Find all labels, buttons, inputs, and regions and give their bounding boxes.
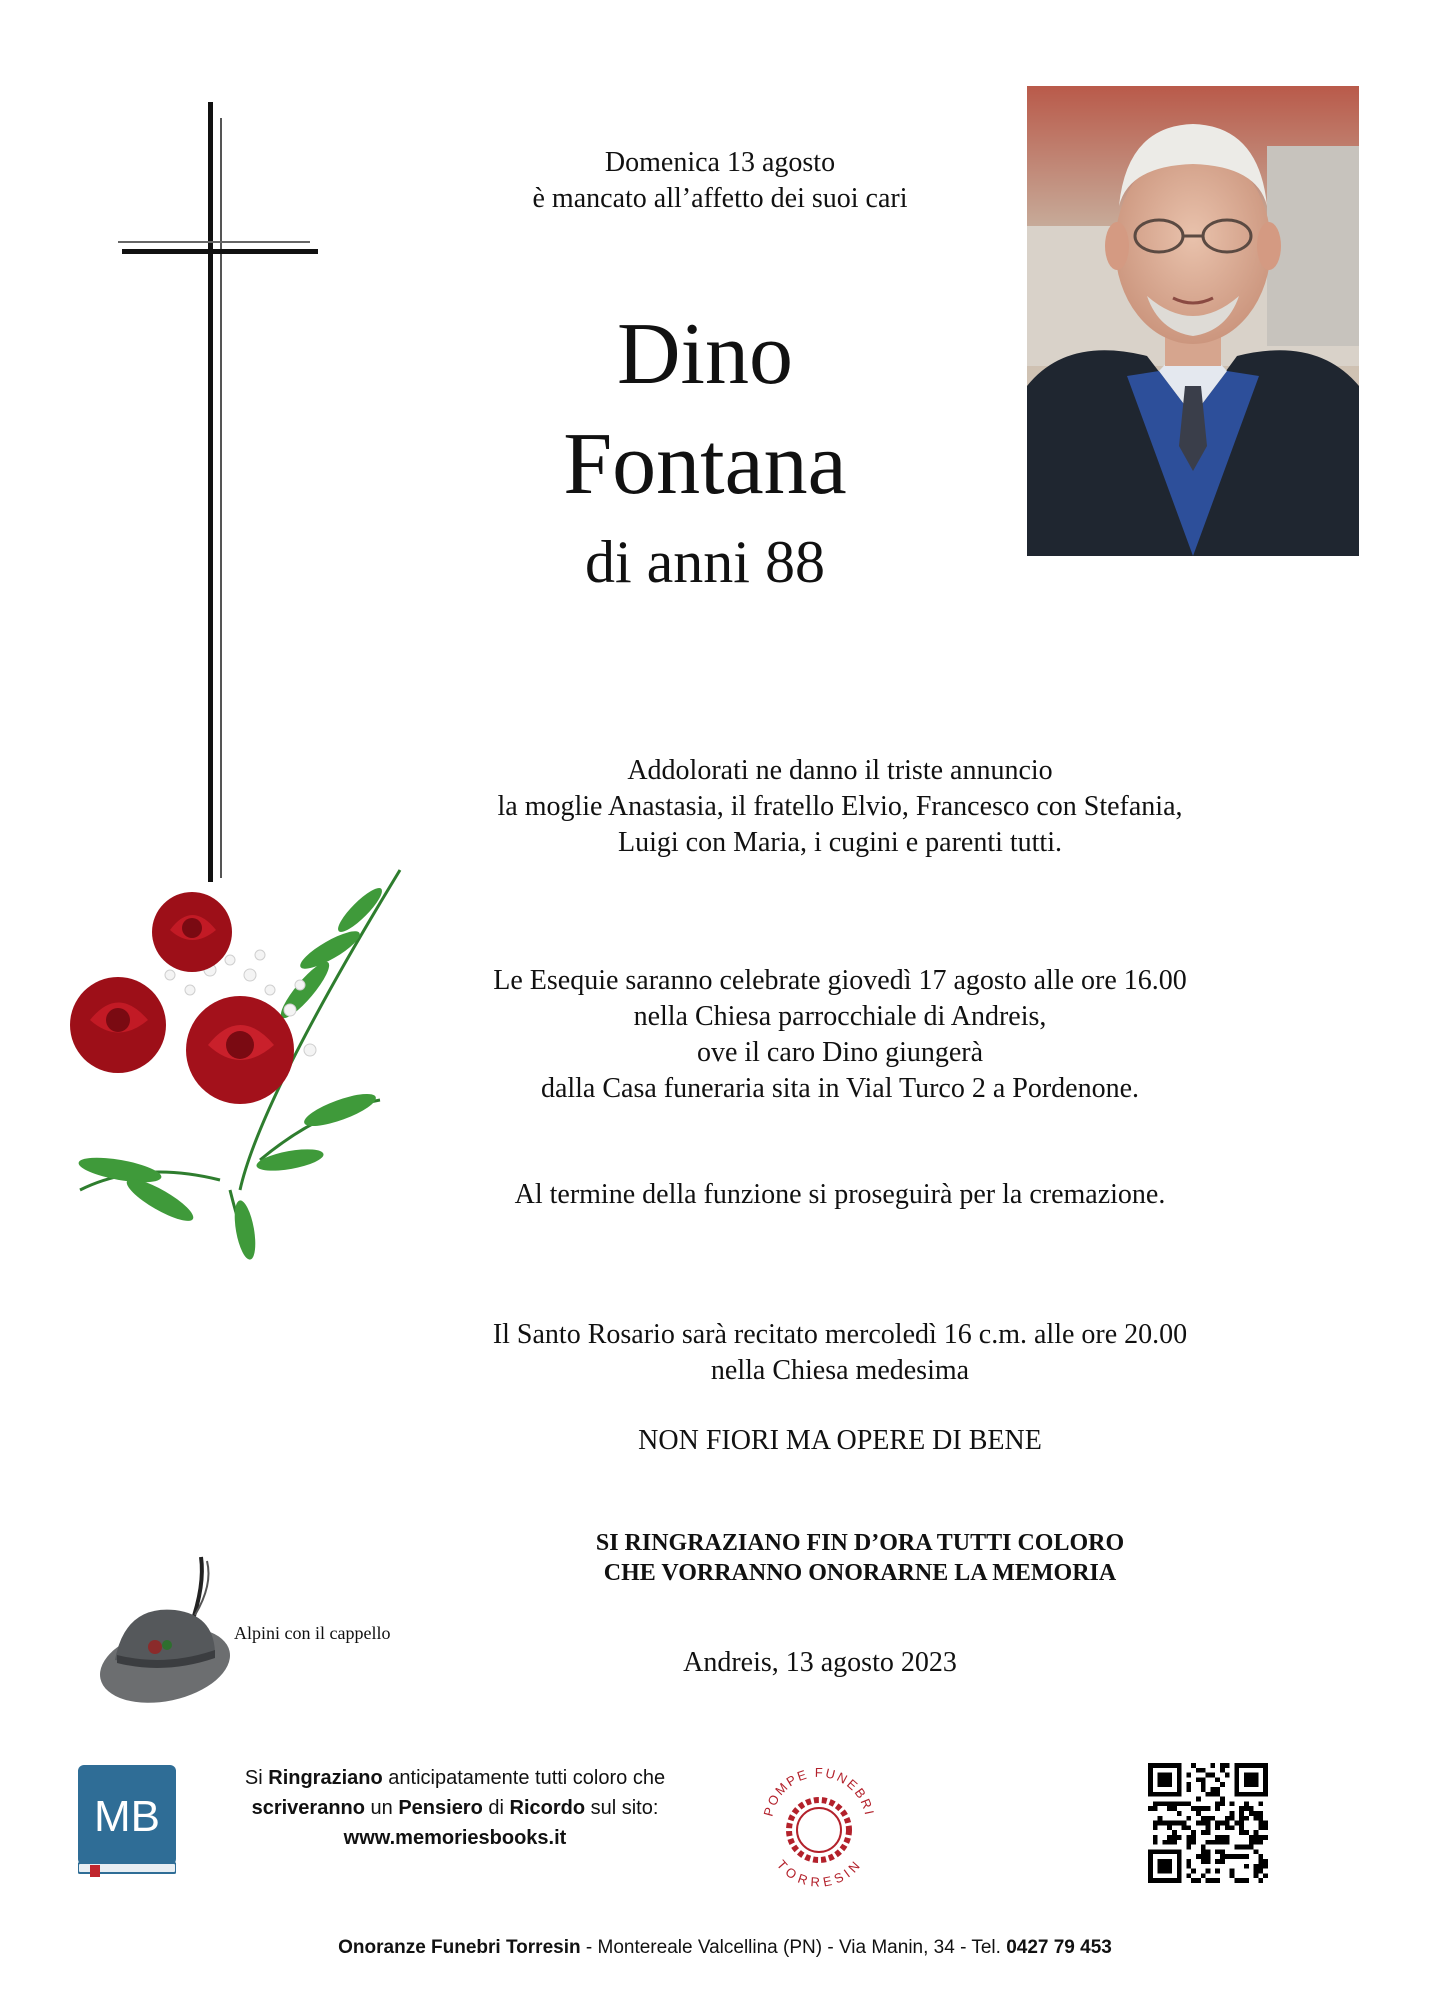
qr-module <box>1258 1859 1263 1864</box>
qr-module <box>1258 1869 1263 1874</box>
qr-module <box>1244 1854 1249 1859</box>
qr-module <box>1191 1806 1196 1811</box>
qr-module <box>1186 1873 1191 1878</box>
qr-module <box>1230 1801 1235 1806</box>
qr-module <box>1254 1816 1259 1821</box>
qr-module <box>1244 1816 1249 1821</box>
qr-module <box>1215 1806 1220 1811</box>
qr-module <box>1158 1816 1163 1821</box>
qr-module <box>1225 1773 1230 1778</box>
qr-module <box>1234 1845 1239 1850</box>
qr-module <box>1249 1806 1254 1811</box>
intro-line: Domenica 13 agosto <box>604 147 836 178</box>
qr-module <box>1215 1792 1220 1797</box>
qr-module <box>1258 1878 1263 1883</box>
qr-module <box>1258 1854 1263 1859</box>
qr-module <box>1186 1825 1191 1830</box>
qr-module <box>1254 1830 1259 1835</box>
thanks-note <box>440 1528 1280 1588</box>
qr-module <box>1182 1821 1187 1826</box>
qr-module <box>1201 1806 1206 1811</box>
place-date: Andreis, 13 agosto 2023 <box>683 1647 957 1678</box>
seal-top-text: POMPE FUNEBRI <box>760 1764 878 1818</box>
thanks-line: CHE VORRANNO ONORARNE LA MEMORIA <box>603 1560 1117 1586</box>
qr-module <box>1220 1840 1225 1845</box>
qr-module <box>1215 1849 1220 1854</box>
alpini-hat-image <box>95 1555 235 1720</box>
qr-module <box>1162 1821 1167 1826</box>
svg-text:POMPE FUNEBRI <box>761 1765 878 1818</box>
qr-module <box>1201 1777 1206 1782</box>
qr-module <box>1263 1859 1268 1864</box>
qr-module <box>1148 1806 1153 1811</box>
cremation-note: Al termine della funzione si proseguirà per la cremazione. <box>514 1179 1166 1210</box>
thanks-line: SI RINGRAZIANO FIN D’ORA TUTTI COLORO <box>595 1530 1125 1556</box>
qr-module <box>1225 1825 1230 1830</box>
qr-module <box>1167 1825 1172 1830</box>
qr-module <box>1186 1864 1191 1869</box>
announcement-line: la moglie Anastasia, il fratello Elvio, Francesco con Stefania, <box>497 791 1183 822</box>
qr-module <box>1196 1768 1201 1773</box>
qr-module <box>1153 1801 1158 1806</box>
qr-module <box>1230 1816 1235 1821</box>
qr-module <box>1258 1811 1263 1816</box>
qr-module <box>1258 1864 1263 1869</box>
qr-module <box>1201 1782 1206 1787</box>
last-name: Fontana <box>563 416 847 513</box>
qr-module <box>1258 1821 1263 1826</box>
qr-module <box>1220 1854 1225 1859</box>
qr-module <box>1206 1830 1211 1835</box>
qr-module <box>1196 1806 1201 1811</box>
funeral-line: nella Chiesa parrocchiale di Andreis, <box>633 1001 1047 1032</box>
qr-module <box>1206 1869 1211 1874</box>
qr-module <box>1215 1825 1220 1830</box>
qr-module <box>1201 1845 1206 1850</box>
qr-module <box>1263 1873 1268 1878</box>
qr-module <box>1254 1873 1259 1878</box>
qr-code[interactable] <box>1148 1763 1268 1883</box>
qr-module <box>1215 1835 1220 1840</box>
qr-module <box>1206 1792 1211 1797</box>
qr-module <box>1186 1787 1191 1792</box>
qr-module <box>1186 1816 1191 1821</box>
qr-module <box>1186 1835 1191 1840</box>
footer-address: - Montereale Valcellina (PN) - Via Manin, 34 - Tel. <box>580 1937 1007 1958</box>
qr-module <box>1172 1830 1177 1835</box>
qr-module <box>1206 1816 1211 1821</box>
qr-module <box>1191 1840 1196 1845</box>
qr-module <box>1234 1854 1239 1859</box>
intro-line: è mancato all’affetto dei suoi cari <box>532 183 908 214</box>
qr-module <box>1153 1825 1158 1830</box>
qr-module <box>1162 1801 1167 1806</box>
qr-module <box>1249 1840 1254 1845</box>
seal-bottom-text: TORRESIN <box>773 1857 865 1890</box>
qr-module <box>1239 1816 1244 1821</box>
qr-module <box>1215 1840 1220 1845</box>
qr-module <box>1254 1869 1259 1874</box>
qr-module <box>1196 1854 1201 1859</box>
qr-module <box>1234 1878 1239 1883</box>
funeral-line: Le Esequie saranno celebrate giovedì 17 agosto alle ore 16.00 <box>493 965 1187 996</box>
hat-caption: Alpini con il cappello <box>234 1623 391 1643</box>
qr-module <box>1201 1821 1206 1826</box>
qr-module <box>1225 1854 1230 1859</box>
announcement <box>420 753 1260 861</box>
intro-text <box>440 145 1000 217</box>
qr-module <box>1201 1873 1206 1878</box>
announcement-line: Luigi con Maria, i cugini e parenti tutti. <box>618 827 1062 858</box>
qr-module <box>1172 1840 1177 1845</box>
qr-module <box>1182 1825 1187 1830</box>
cross-vertical <box>208 102 213 882</box>
qr-module <box>1206 1854 1211 1859</box>
qr-module <box>1254 1811 1259 1816</box>
qr-module <box>1244 1773 1258 1787</box>
qr-module <box>1206 1825 1211 1830</box>
portrait-photo <box>1027 86 1359 556</box>
pompe-funebri-seal <box>754 1752 884 1892</box>
footer-company: Onoranze Funebri Torresin <box>338 1937 581 1958</box>
qr-module <box>1177 1811 1182 1816</box>
cross-horizontal-shadow <box>118 241 310 243</box>
qr-module <box>1206 1849 1211 1854</box>
qr-module <box>1220 1768 1225 1773</box>
qr-module <box>1263 1825 1268 1830</box>
qr-module <box>1191 1878 1196 1883</box>
qr-module <box>1244 1864 1249 1869</box>
qr-module <box>1177 1821 1182 1826</box>
qr-module <box>1249 1835 1254 1840</box>
qr-module <box>1220 1835 1225 1840</box>
qr-module <box>1182 1801 1187 1806</box>
funeral-details <box>400 963 1280 1107</box>
qr-module <box>1263 1835 1268 1840</box>
qr-module <box>1230 1854 1235 1859</box>
qr-module <box>1239 1811 1244 1816</box>
qr-module <box>1239 1830 1244 1835</box>
qr-module <box>1177 1835 1182 1840</box>
qr-module <box>1230 1825 1235 1830</box>
qr-module <box>1249 1845 1254 1850</box>
qr-module <box>1201 1768 1206 1773</box>
qr-module <box>1153 1840 1158 1845</box>
qr-module <box>1158 1773 1172 1787</box>
qr-module <box>1225 1840 1230 1845</box>
rosary-line: nella Chiesa medesima <box>710 1355 970 1386</box>
qr-module <box>1254 1840 1259 1845</box>
qr-module <box>1191 1830 1196 1835</box>
qr-module <box>1206 1878 1211 1883</box>
qr-module <box>1254 1849 1259 1854</box>
footer <box>200 1935 1250 1961</box>
qr-module <box>1244 1801 1249 1806</box>
qr-module <box>1158 1859 1172 1873</box>
qr-module <box>1249 1811 1254 1816</box>
announcement-line: Addolorati ne danno il triste annuncio <box>627 755 1053 786</box>
qr-module <box>1234 1821 1239 1826</box>
mb-line-1: Si Ringraziano anticipatamente tutti coloro che <box>244 1767 666 1789</box>
qr-module <box>1210 1792 1215 1797</box>
qr-module <box>1220 1763 1225 1768</box>
qr-module <box>1196 1797 1201 1802</box>
qr-module <box>1210 1816 1215 1821</box>
qr-module <box>1215 1821 1220 1826</box>
qr-module <box>1186 1840 1191 1845</box>
qr-module <box>1191 1763 1196 1768</box>
first-name: Dino <box>617 306 793 403</box>
qr-module <box>1186 1773 1191 1778</box>
qr-module <box>1215 1859 1220 1864</box>
qr-module <box>1220 1801 1225 1806</box>
qr-module <box>1263 1864 1268 1869</box>
qr-module <box>1167 1835 1172 1840</box>
qr-module <box>1153 1821 1158 1826</box>
qr-module <box>1201 1830 1206 1835</box>
memoriesbooks-logo[interactable] <box>78 1765 176 1877</box>
qr-module <box>1210 1763 1215 1768</box>
qr-module <box>1220 1859 1225 1864</box>
qr-module <box>1196 1821 1201 1826</box>
mb-line-2: scriveranno un Pensiero di Ricordo sul sito: <box>251 1797 659 1819</box>
qr-module <box>1210 1787 1215 1792</box>
footer-phone: 0427 79 453 <box>1006 1937 1112 1958</box>
rosary-line: Il Santo Rosario sarà recitato mercoledì 16 c.m. alle ore 20.00 <box>492 1319 1188 1350</box>
qr-module <box>1186 1859 1191 1864</box>
memoriesbooks-website-link[interactable]: www.memoriesbooks.it <box>343 1827 567 1849</box>
qr-module <box>1206 1859 1211 1864</box>
qr-module <box>1258 1825 1263 1830</box>
qr-module <box>1167 1821 1172 1826</box>
qr-module <box>1172 1801 1177 1806</box>
qr-module <box>1225 1816 1230 1821</box>
qr-module <box>1215 1869 1220 1874</box>
qr-module <box>1230 1869 1235 1874</box>
cross-vertical-shadow <box>220 118 222 878</box>
qr-module <box>1196 1777 1201 1782</box>
qr-module <box>1220 1849 1225 1854</box>
qr-module <box>1201 1859 1206 1864</box>
funeral-line: ove il caro Dino giungerà <box>696 1037 984 1068</box>
qr-module <box>1230 1873 1235 1878</box>
qr-module <box>1220 1797 1225 1802</box>
qr-module <box>1244 1845 1249 1850</box>
qr-module <box>1201 1849 1206 1854</box>
qr-module <box>1258 1840 1263 1845</box>
qr-module <box>1239 1845 1244 1850</box>
qr-module <box>1186 1782 1191 1787</box>
qr-module <box>1215 1878 1220 1883</box>
qr-module <box>1215 1801 1220 1806</box>
qr-module <box>1239 1854 1244 1859</box>
qr-module <box>1172 1806 1177 1811</box>
qr-module <box>1210 1878 1215 1883</box>
qr-module <box>1162 1840 1167 1845</box>
qr-module <box>1230 1811 1235 1816</box>
no-flowers-note: NON FIORI MA OPERE DI BENE <box>638 1425 1042 1456</box>
qr-module <box>1263 1821 1268 1826</box>
qr-module <box>1201 1854 1206 1859</box>
qr-module <box>1239 1806 1244 1811</box>
rosary-details <box>400 1317 1280 1389</box>
qr-module <box>1196 1811 1201 1816</box>
qr-module <box>1244 1806 1249 1811</box>
qr-module <box>1186 1801 1191 1806</box>
qr-module <box>1215 1787 1220 1792</box>
qr-module <box>1167 1840 1172 1845</box>
qr-module <box>1239 1825 1244 1830</box>
qr-module <box>1210 1773 1215 1778</box>
qr-module <box>1201 1787 1206 1792</box>
qr-module <box>1153 1835 1158 1840</box>
qr-module <box>1158 1821 1163 1826</box>
qr-module <box>1206 1821 1211 1826</box>
qr-module <box>1191 1835 1196 1840</box>
qr-module <box>1258 1835 1263 1840</box>
qr-module <box>1220 1782 1225 1787</box>
svg-text:TORRESIN <box>774 1857 864 1890</box>
qr-module <box>1258 1816 1263 1821</box>
cross-horizontal <box>122 249 318 254</box>
qr-module <box>1206 1840 1211 1845</box>
qr-module <box>1191 1869 1196 1874</box>
qr-module <box>1172 1821 1177 1826</box>
qr-module <box>1172 1835 1177 1840</box>
qr-module <box>1201 1816 1206 1821</box>
qr-module <box>1225 1821 1230 1826</box>
qr-module <box>1254 1864 1259 1869</box>
qr-module <box>1244 1830 1249 1835</box>
qr-module <box>1225 1763 1230 1768</box>
qr-module <box>1167 1801 1172 1806</box>
qr-module <box>1153 1806 1158 1811</box>
qr-module <box>1177 1801 1182 1806</box>
qr-module <box>1254 1835 1259 1840</box>
age: di anni 88 <box>585 529 825 595</box>
qr-module <box>1215 1777 1220 1782</box>
qr-module <box>1239 1821 1244 1826</box>
qr-module <box>1158 1801 1163 1806</box>
qr-module <box>1225 1835 1230 1840</box>
qr-module <box>1206 1806 1211 1811</box>
qr-module <box>1258 1801 1263 1806</box>
funeral-line: dalla Casa funeraria sita in Vial Turco 2 a Pordenone. <box>540 1073 1140 1104</box>
qr-module <box>1244 1878 1249 1883</box>
mb-logo-text: MB <box>94 1792 160 1841</box>
rose-bouquet <box>60 860 410 1260</box>
qr-module <box>1167 1806 1172 1811</box>
memoriesbooks-message <box>205 1763 705 1853</box>
qr-module <box>1239 1878 1244 1883</box>
qr-module <box>1220 1821 1225 1826</box>
qr-module <box>1206 1773 1211 1778</box>
qr-module <box>1186 1845 1191 1850</box>
qr-module <box>1196 1878 1201 1883</box>
qr-module <box>1210 1840 1215 1845</box>
